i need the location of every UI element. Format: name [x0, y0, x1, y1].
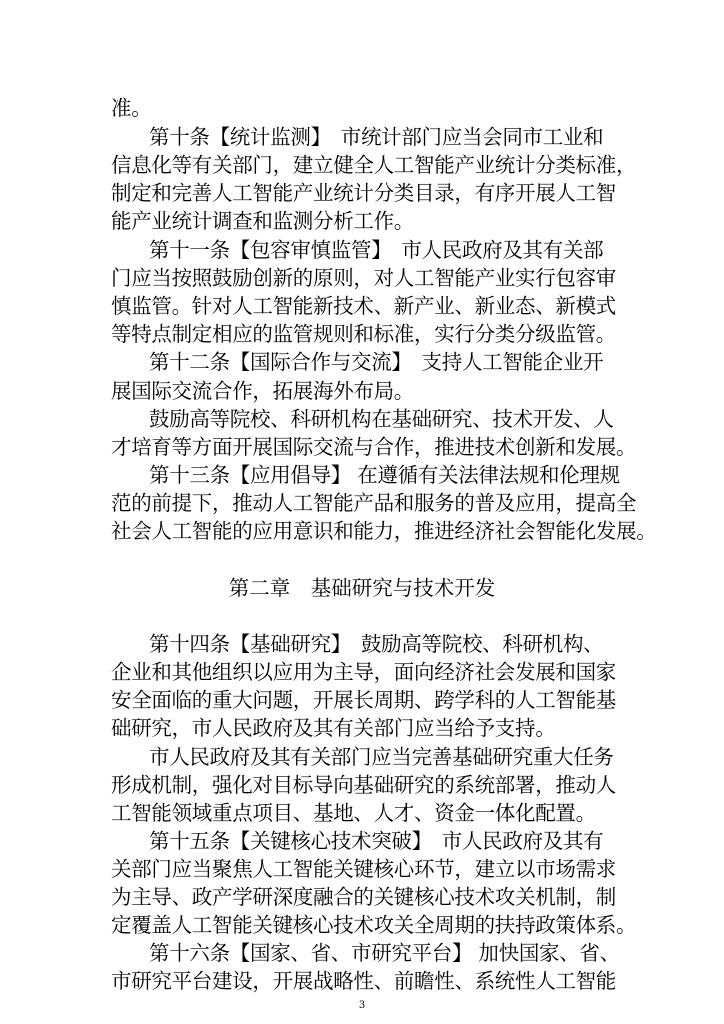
text-line: 企业和其他组织以应用为主导，面向经济社会发展和国家: [111, 660, 616, 684]
article-10-heading-line: 第十条【统计监测】 市统计部门应当会同市工业和: [149, 125, 604, 149]
text-line: 社会人工智能的应用意识和能力，推进经济社会智能化发展。: [111, 519, 657, 543]
article-12-heading-line: 第十二条【国际合作与交流】 支持人工智能企业开: [149, 350, 604, 374]
text-line: 础研究，市人民政府及其有关部门应当给予支持。: [111, 716, 556, 740]
chapter-heading: 第二章 基础研究与技术开发: [228, 576, 496, 600]
text-line: 展国际交流合作，拓展海外布局。: [111, 379, 414, 403]
paragraph-start-line: 市人民政府及其有关部门应当完善基础研究重大任务: [149, 745, 614, 769]
text-line: 门应当按照鼓励创新的原则，对人工智能产业实行包容审: [111, 266, 616, 290]
article-11-heading-line: 第十一条【包容审慎监管】 市人民政府及其有关部: [149, 238, 604, 262]
paragraph-start-line: 鼓励高等院校、科研机构在基础研究、技术开发、人: [149, 407, 614, 431]
text-line: 范的前提下，推动人工智能产品和服务的普及应用，提高全: [111, 491, 637, 515]
article-16-heading-line: 第十六条【国家、省、市研究平台】 加快国家、省、: [149, 941, 620, 965]
text-line: 制定和完善人工智能产业统计分类目录，有序开展人工智: [111, 181, 616, 205]
text-line: 为主导、政产学研深度融合的关键核心技术攻关机制，制: [111, 885, 616, 909]
article-14-heading-line: 第十四条【基础研究】 鼓励高等院校、科研机构、: [149, 632, 604, 656]
text-line: 形成机制，强化对目标导向基础研究的系统部署，推动人: [111, 773, 616, 797]
text-line: 慎监管。针对人工智能新技术、新产业、新业态、新模式: [111, 294, 616, 318]
article-13-heading-line: 第十三条【应用倡导】 在遵循有关法律法规和伦理规: [149, 463, 620, 487]
text-line: 安全面临的重大问题，开展长周期、跨学科的人工智能基: [111, 688, 616, 712]
text-line: 才培育等方面开展国际交流与合作，推进技术创新和发展。: [111, 435, 637, 459]
text-line: 等特点制定相应的监管规则和标准，实行分类分级监管。: [111, 322, 616, 346]
article-15-heading-line: 第十五条【关键核心技术突破】 市人民政府及其有: [149, 829, 604, 853]
text-line: 能产业统计调查和监测分析工作。: [111, 209, 414, 233]
text-line: 信息化等有关部门，建立健全人工智能产业统计分类标准，: [111, 153, 637, 177]
text-line: 准。: [111, 96, 152, 120]
text-line: 关部门应当聚焦人工智能关键核心环节，建立以市场需求: [111, 857, 616, 881]
page-number: 3: [358, 1000, 366, 1011]
text-line: 市研究平台建设，开展战略性、前瞻性、系统性人工智能: [111, 969, 616, 993]
text-line: 工智能领域重点项目、基地、人才、资金一体化配置。: [111, 801, 596, 825]
text-line: 定覆盖人工智能关键核心技术攻关全周期的扶持政策体系。: [111, 913, 637, 937]
